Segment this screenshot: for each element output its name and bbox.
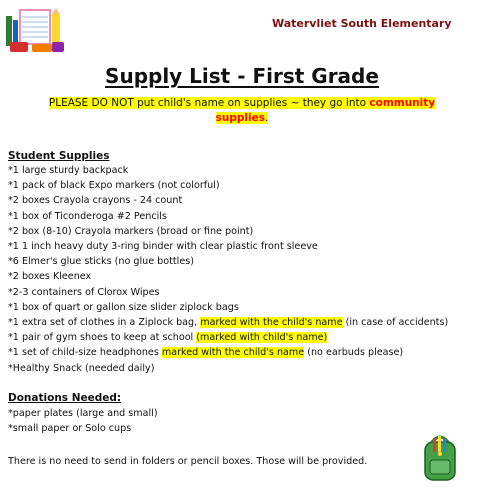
item-text: *6 Elmer's glue sticks (no glue bottles) <box>8 256 194 268</box>
student-supplies-list <box>8 163 448 376</box>
list-item <box>8 406 158 421</box>
student-supplies-heading: Student Supplies <box>8 150 110 162</box>
notice-text: PLEASE DO NOT put child's name on supplies ~ they go into community supplies. <box>48 97 436 124</box>
item-text: *1 extra set of clothes in a Ziplock bag, <box>8 317 201 329</box>
list-item <box>8 285 448 300</box>
footer-note: There is no need to send in folders or pencil boxes. Those will be provided. <box>8 456 368 467</box>
school-name: Watervliet South Elementary <box>272 17 452 30</box>
item-text: *small paper or Solo cups <box>8 423 132 435</box>
item-text: *1 box of Ticonderoga #2 Pencils <box>8 210 167 222</box>
item-text: *Healthy Snack (needed daily) <box>8 362 155 374</box>
list-item <box>8 269 448 284</box>
highlighted-note: marked with the child's name <box>161 347 305 359</box>
donations-list <box>8 406 158 436</box>
list-item <box>8 300 448 315</box>
item-text: *2 box (8-10) Crayola markers (broad or fine point) <box>8 225 254 237</box>
item-text: (in case of accidents) <box>342 317 449 329</box>
list-item <box>8 178 448 193</box>
list-item <box>8 239 448 254</box>
list-item <box>8 345 448 360</box>
item-text: *1 set of child-size headphones <box>8 347 162 359</box>
item-text: *paper plates (large and small) <box>8 408 158 419</box>
item-text: (no earbuds please) <box>304 347 404 359</box>
list-item <box>8 361 448 376</box>
item-text: *1 pair of gym shoes to keep at school <box>8 332 197 344</box>
list-item <box>8 209 448 224</box>
donations-heading: Donations Needed: <box>8 392 122 404</box>
item-text: *2 boxes Kleenex <box>8 271 92 283</box>
backpack-icon <box>420 432 460 484</box>
item-text: *1 pack of black Expo markers (not colorful) <box>8 180 220 192</box>
list-item <box>8 315 448 330</box>
list-item <box>8 224 448 239</box>
list-item <box>8 330 448 345</box>
page-title: Supply List - First Grade <box>105 64 379 88</box>
item-text: *2 boxes Crayola crayons - 24 count <box>8 195 183 207</box>
list-item <box>8 163 448 178</box>
item-text: *1 1 inch heavy duty 3-ring binder with clear plastic front sleeve <box>8 241 318 253</box>
item-text: *1 box of quart or gallon size slider ziplock bags <box>8 301 239 313</box>
highlighted-note: (marked with child's name) <box>196 332 328 344</box>
list-item <box>8 254 448 269</box>
list-item <box>8 421 158 436</box>
item-text: *2-3 containers of Clorox Wipes <box>8 286 160 298</box>
item-text: *1 large sturdy backpack <box>8 165 129 176</box>
school-supplies-icon <box>4 8 66 54</box>
list-item <box>8 193 448 208</box>
highlighted-note: marked with the child's name <box>200 317 343 329</box>
